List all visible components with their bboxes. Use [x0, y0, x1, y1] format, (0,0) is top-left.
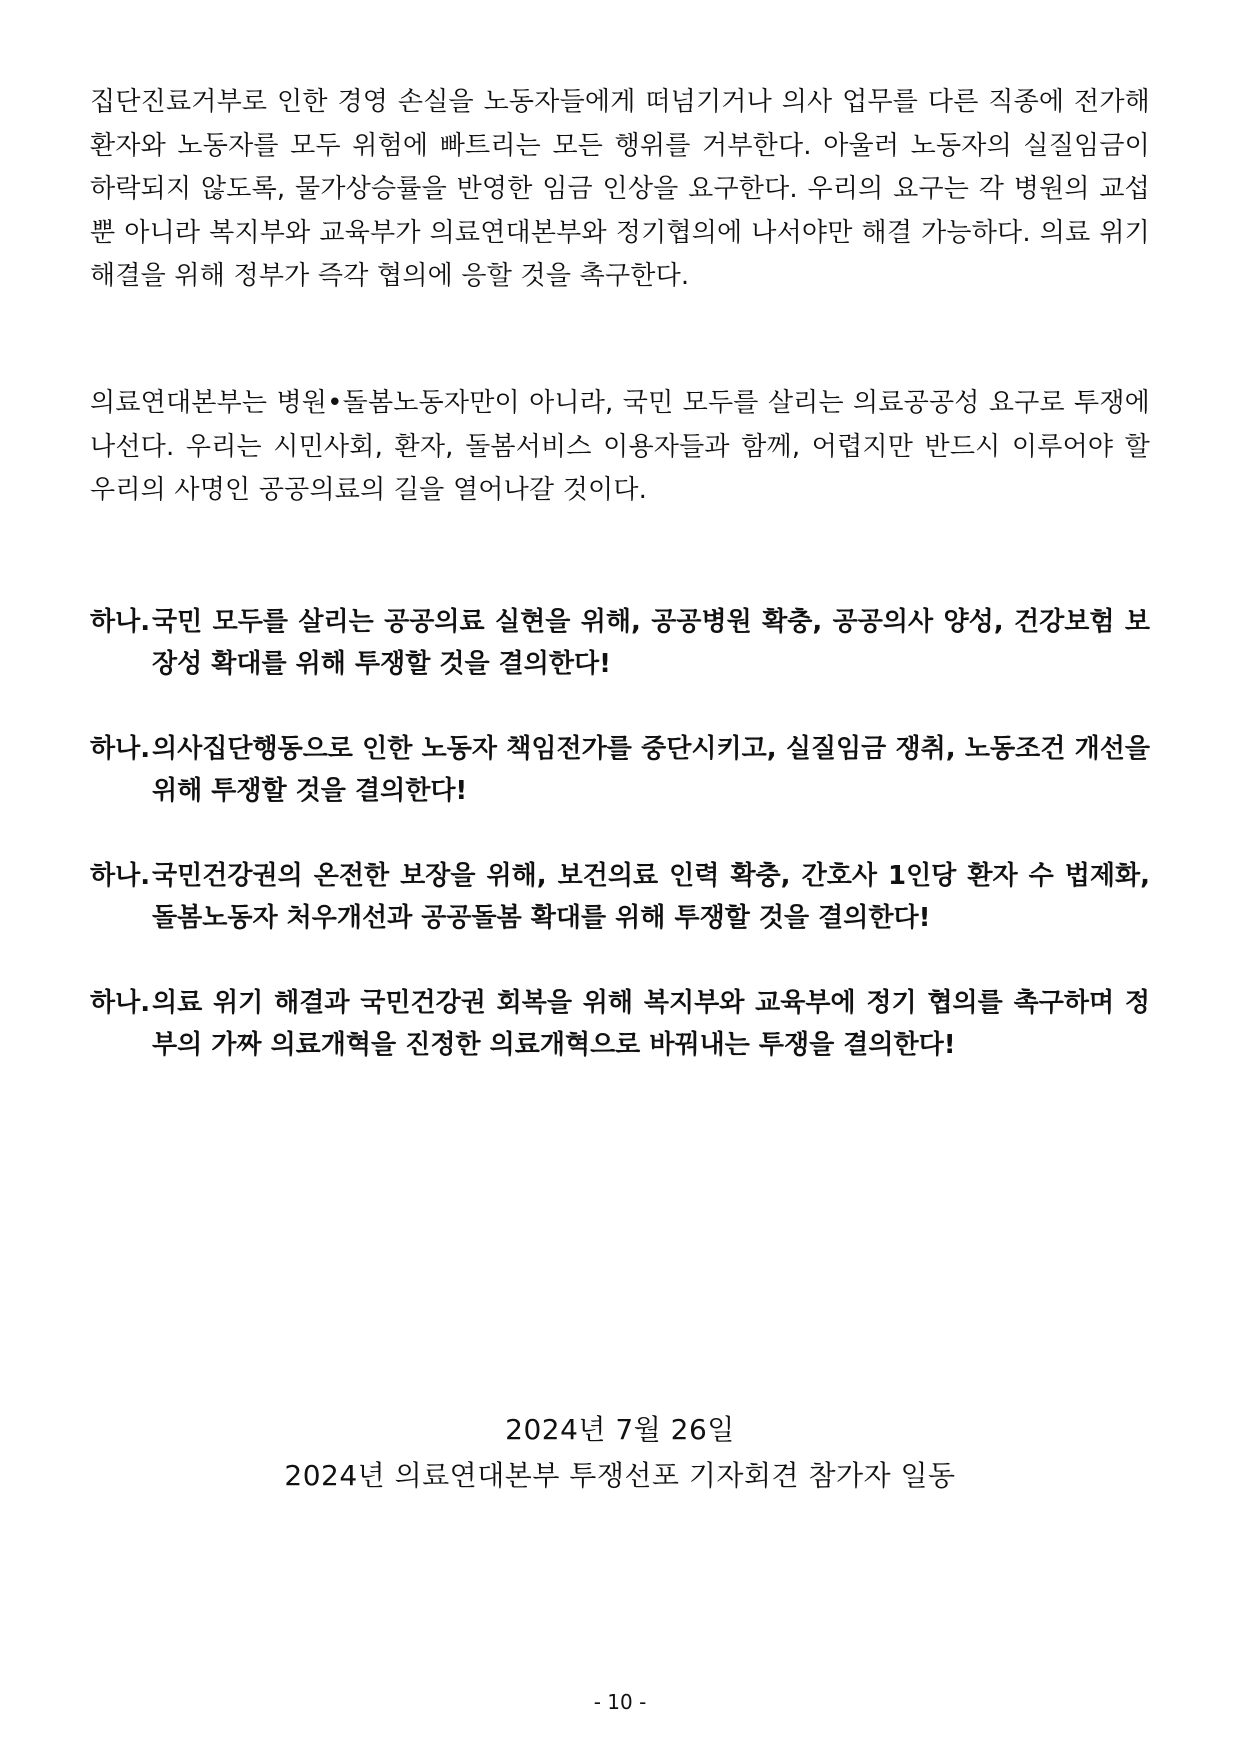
signatory-line: 2024년 의료연대본부 투쟁선포 기자회견 참가자 일동: [284, 1459, 956, 1492]
resolution-marker: 하나.: [90, 607, 151, 637]
resolution-text: 국민건강권의 온전한 보장을 위해, 보건의료 인력 확충, 간호사 1인당 환자 수 법제화, 돌봄노동자 처우개선과 공공돌봄 확대를 위해 투쟁할 것을 결의한다!: [152, 861, 1150, 933]
resolution-marker: 하나.: [90, 988, 151, 1018]
resolution-text: 국민 모두를 살리는 공공의료 실현을 위해, 공공병원 확충, 공공의사 양성, 건강보험 보장성 확대를 위해 투쟁할 것을 결의한다!: [152, 607, 1150, 679]
document-date: 2024년 7월 26일: [505, 1413, 735, 1446]
resolution-item-3: [90, 855, 1150, 939]
resolution-list: [90, 601, 1150, 1109]
resolution-item-2: [90, 728, 1150, 812]
body-paragraph-wage-demand: 집단진료거부로 인한 경영 손실을 노동자들에게 떠넘기거나 의사 업무를 다른 직종에 전가해 환자와 노동자를 모두 위험에 빠트리는 모든 행위를 거부한다. 아울러 노동자의 실질임금이 하락되지 않도록, 물가상승률을 반영한 임금 인상을 요구한다. 우리의 요구는 각 병원의 교섭 뿐 아니라 복지부와 교육부가 의료연대본부와 정기협의에 나서야만 해결 가능하다. 의료 위기 해결을 위해 정부가 즉각 협의에 응할 것을 촉구한다.: [90, 87, 1150, 291]
resolution-text: 의료 위기 해결과 국민건강권 회복을 위해 복지부와 교육부에 정기 협의를 촉구하며 정부의 가짜 의료개혁을 진정한 의료개혁으로 바꿔내는 투쟁을 결의한다!: [152, 988, 1150, 1060]
resolution-marker: 하나.: [90, 861, 151, 891]
resolution-item-1: [90, 601, 1150, 685]
resolution-marker: 하나.: [90, 734, 151, 764]
body-paragraph-public-healthcare: 의료연대본부는 병원•돌봄노동자만이 아니라, 국민 모두를 살리는 의료공공성 요구로 투쟁에 나선다. 우리는 시민사회, 환자, 돌봄서비스 이용자들과 함께, 어렵지만 반드시 이루어야 할 우리의 사명인 공공의료의 길을 열어나갈 것이다.: [90, 388, 1150, 505]
resolution-text: 의사집단행동으로 인한 노동자 책임전가를 중단시키고, 실질임금 쟁취, 노동조건 개선을 위해 투쟁할 것을 결의한다!: [152, 734, 1150, 806]
page-number: - 10 -: [593, 1690, 647, 1714]
resolution-item-4: [90, 982, 1150, 1066]
